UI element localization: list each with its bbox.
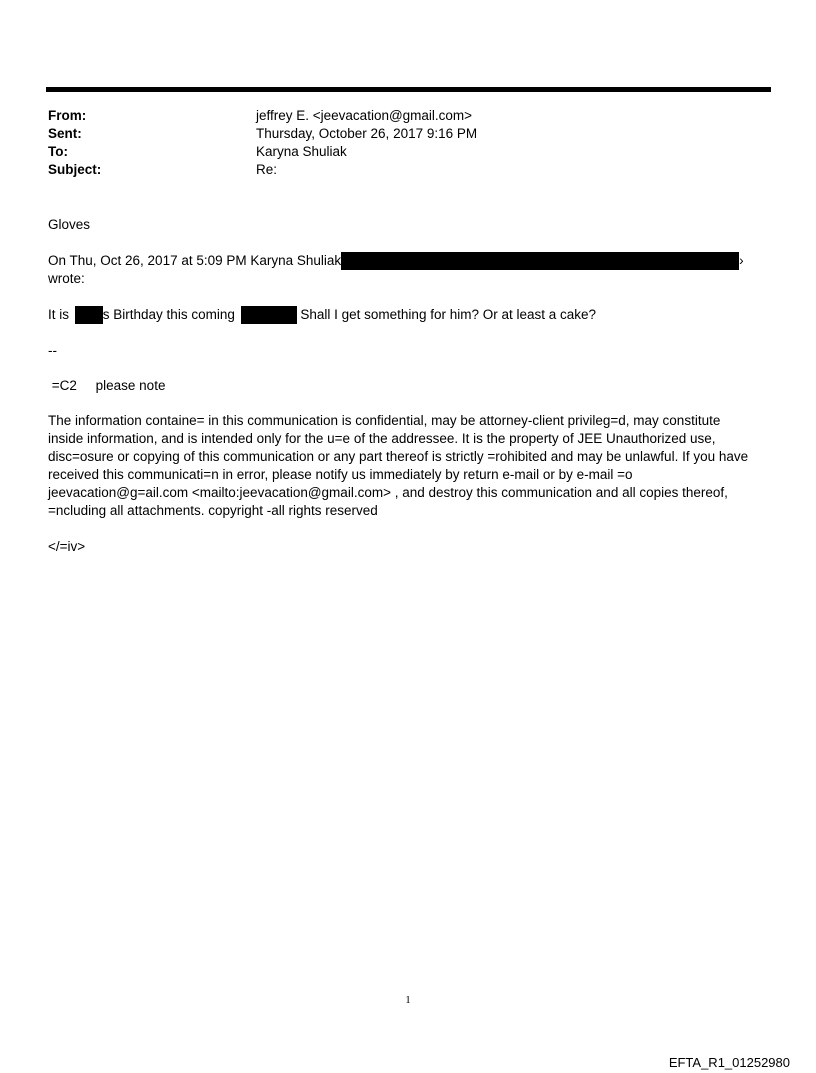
message-part-1: It is	[48, 307, 70, 322]
from-row	[48, 107, 748, 125]
redaction-box	[241, 306, 297, 324]
quote-intro-wrote: wrote:	[48, 271, 85, 286]
disclaimer-line: The information containe= in this communication is confidential, may be attorney-client privileg=d, may constitute	[48, 413, 721, 428]
sent-row	[48, 125, 748, 143]
confidentiality-disclaimer	[48, 412, 768, 520]
document-id: EFTA_R1_01252980	[668, 1055, 790, 1070]
disclaimer-line: jeevacation@g=ail.com <mailto:jeevacation@gmail.com> , and destroy this communication and all copies thereof,	[48, 485, 728, 500]
redaction-box	[75, 306, 103, 324]
quote-intro-prefix: On Thu, Oct 26, 2017 at 5:09 PM Karyna Shuliak	[48, 253, 342, 268]
disclaimer-line: =ncluding all attachments. copyright -all rights reserved	[48, 503, 378, 518]
sent-value: Thursday, October 26, 2017 9:16 PM	[256, 126, 478, 141]
disclaimer-line: received this communicati=n in error, please notify us immediately by return e-mail or by e-mail =o	[48, 467, 633, 482]
disclaimer-line: inside information, and is intended only for the u=e of the addressee. It is the property of JEE Unauthorized use,	[48, 431, 716, 446]
subject-row	[48, 161, 748, 179]
quoted-message	[48, 306, 596, 324]
to-row	[48, 143, 748, 161]
to-label: To:	[48, 144, 68, 159]
closing-tag: </=iv>	[48, 539, 86, 554]
subject-label: Subject:	[48, 162, 102, 177]
sent-label: Sent:	[48, 126, 82, 141]
quote-intro-trail: ›	[739, 253, 744, 268]
email-header	[48, 107, 748, 179]
note-line: =C2 please note	[48, 378, 166, 393]
to-value: Karyna Shuliak	[256, 144, 347, 159]
message-part-2: s Birthday this coming	[102, 307, 235, 322]
redaction-box	[341, 252, 739, 270]
header-divider	[46, 87, 771, 92]
disclaimer-line: disc=osure or copying of this communication or any part thereof is strictly =rohibited and may be unlawful. If you have	[48, 449, 749, 464]
page-number: 1	[405, 994, 411, 1006]
from-value: jeffrey E. <jeevacation@gmail.com>	[256, 108, 473, 123]
quote-intro-line	[48, 252, 744, 270]
signature-separator: --	[48, 343, 57, 358]
message-part-3: Shall I get something for him? Or at least a cake?	[300, 307, 597, 322]
from-label: From:	[48, 108, 87, 123]
subject-value: Re:	[256, 162, 278, 177]
reply-text: Gloves	[48, 217, 91, 232]
